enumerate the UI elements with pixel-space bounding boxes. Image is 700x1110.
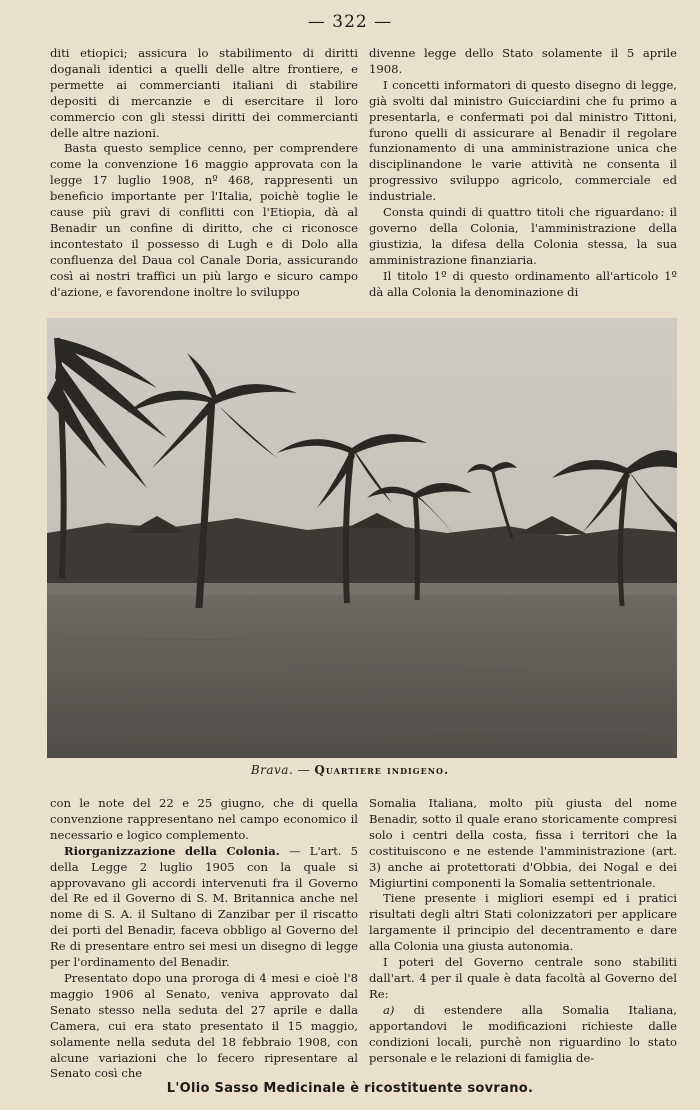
text-column-top-left <box>50 46 358 301</box>
list-label: a) <box>383 1002 395 1017</box>
paragraph-text: di estendere alla Somalia Italiana, apportandovi le modificazioni richieste dalle condizioni locali, purchè non riguardino lo stato personale e le relazioni di famiglia de- <box>369 1002 677 1065</box>
paragraph-text: — L'art. 5 della Legge 2 luglio 1905 con la quale si approvavano gli accordi intervenuti fra il Governo del Re ed il Governo di S. M. Britannica anche nel nome di S. A. il Sultano di Zanzibar per il riscatto dei porti del Benadir, faceva obbligo al Governo del Re di presentare entro sei mesi un disegno di legge per l'ordinamento del Benadir. <box>50 843 358 970</box>
text-column-bottom-left <box>50 796 358 1082</box>
paragraph <box>50 46 358 141</box>
paragraph <box>50 971 358 1082</box>
text-column-bottom-right <box>369 796 677 1066</box>
photo-caption <box>0 763 700 777</box>
paragraph <box>50 141 358 300</box>
paragraph <box>50 796 358 844</box>
paragraph <box>369 46 677 78</box>
palm-landscape-illustration <box>47 318 677 758</box>
page-number: — 322 — <box>307 12 393 32</box>
photo-brava-quarter <box>47 318 677 758</box>
paragraph-text: Il titolo 1º di questo ordinamento all'articolo 1º dà alla Colonia la denominazione di <box>369 268 677 299</box>
paragraph-text: I poteri del Governo centrale sono stabiliti dall'art. 4 per il quale è data facoltà al Governo del Re: <box>369 955 677 1001</box>
paragraph-text: Basta questo semplice cenno, per comprendere come la convenzione 16 maggio approvata con la legge 17 luglio 1908, nº 468, rappresenti un beneficio importante per l'Italia, poichè toglie le cause più gravi di conflitti con l'Etiopia, dà al Benadir un confine di diritto, che ci riconosce incontestato il possesso di Lugh e di Dolo alla confluenza del Daua col Canale Doria, assicurando così ai nostri traffici un più largo e sicuro campo d'azione, e favorendone inoltre lo sviluppo <box>50 141 358 299</box>
caption-title: Quartiere indigeno. <box>314 763 450 777</box>
text-column-top-right <box>369 46 677 301</box>
paragraph <box>369 78 677 205</box>
paragraph <box>369 205 677 269</box>
paragraph <box>369 1003 677 1067</box>
paragraph <box>369 891 677 955</box>
paragraph-text: diti etiopici; assicura lo stabilimento di diritti doganali identici a quelli delle altre frontiere, e permette ai commercianti italiani di stabilire depositi di mercanzie e di esercitare il loro commercio con gli stessi diritti dei commercianti delle altre nazioni. <box>50 46 358 140</box>
footer-advertisement: L'Olio Sasso Medicinale è ricostituente sovrano. <box>166 1081 534 1096</box>
paragraph-text: I concetti informatori di questo disegno di legge, già svolti dal ministro Guicciardini che fu primo a presentarla, e confermati poi dal ministro Tittoni, furono quelli di assicurare al Benadir il regolare funzionamento di una amministrazione unica che disciplinandone le varie attività ne consenta il progressivo sviluppo agricolo, commerciale ed industriale. <box>369 77 677 204</box>
paragraph-text: divenne legge dello Stato solamente il 5 aprile 1908. <box>369 46 677 76</box>
paragraph-text: Consta quindi di quattro titoli che riguardano: il governo della Colonia, l'amministrazione della giustizia, la difesa della Colonia stessa, la sua amministrazione finanziaria. <box>369 205 677 267</box>
caption-dash: — <box>293 763 315 777</box>
paragraph <box>369 796 677 891</box>
paragraph <box>369 269 677 301</box>
paragraph-text: Tiene presente i migliori esempi ed i pratici risultati degli altri Stati colonizzatori per applicare largamente il principio del decentramento e dare alla Colonia una giusta autonomia. <box>369 891 677 954</box>
paragraph-text: Presentato dopo una proroga di 4 mesi e cioè l'8 maggio 1906 al Senato, veniva approvato dal Senato stesso nella seduta del 27 aprile e dalla Camera, cui era stato presentato il 15 maggio, solamente nella seduta del 18 febbraio 1908, con alcune variazioni che lo fecero ripresentare al Senato così che <box>50 970 358 1081</box>
caption-place: Brava. <box>250 763 294 777</box>
paragraph-text: con le note del 22 e 25 giugno, che di quella convenzione rappresentano nel campo economico il necessario e logico complemento. <box>50 796 358 842</box>
paragraph-text: Somalia Italiana, molto più giusta del nome Benadir, sotto il quale erano storicamente compresi solo i centri della costa, fissa i territori che la costituiscono e ne estende l'amministrazione (art. 3) anche ai protettorati d'Obbia, dei Nogal e dei Migiurtini componenti la Somalia settentrionale. <box>369 796 677 890</box>
section-heading: Riorganizzazione della Colonia. <box>64 843 280 858</box>
paragraph <box>369 955 677 1003</box>
paragraph <box>50 844 358 971</box>
